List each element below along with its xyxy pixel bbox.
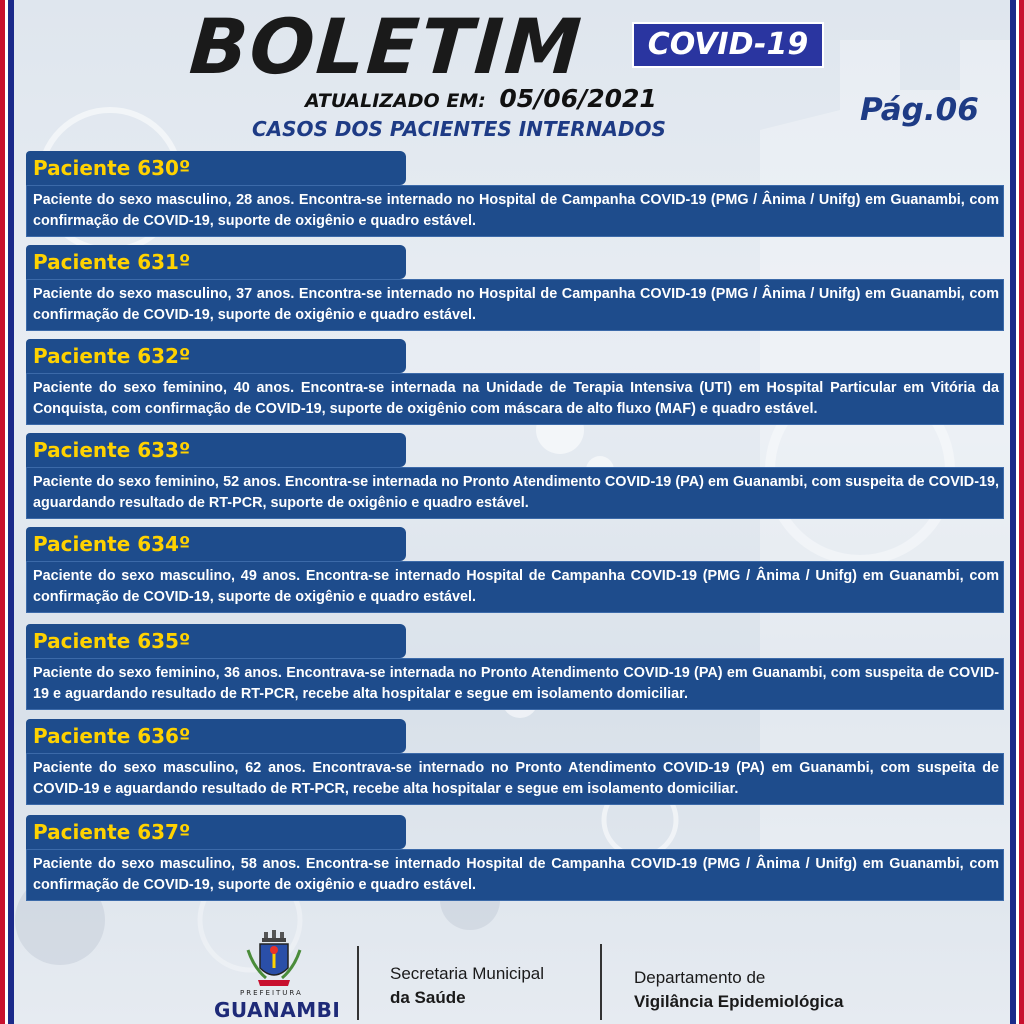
bulletin-title: BOLETIM bbox=[186, 2, 586, 91]
departamento-line2-text: Vigilância Epidemiológica bbox=[634, 992, 844, 1011]
patient-name: Paciente 632º bbox=[26, 339, 406, 373]
footer-divider bbox=[357, 946, 359, 1020]
patient-name: Paciente 635º bbox=[26, 624, 406, 658]
page-number: Pág.06 bbox=[860, 92, 979, 128]
patient-description: Paciente do sexo masculino, 28 anos. Encontra-se internado no Hospital de Campanha COVID-19 (PMG / Ânima / Unifg) em Guanambi, com confirmação de COVID-19, suporte de oxigênio e quadro estável. bbox=[26, 185, 1004, 237]
updated-line bbox=[305, 84, 657, 113]
departamento-line1: Departamento de bbox=[634, 968, 766, 987]
updated-label: ATUALIZADO EM: bbox=[305, 90, 486, 112]
patient-name: Paciente 630º bbox=[26, 151, 406, 185]
footer-divider bbox=[600, 944, 602, 1020]
departamento-line2 bbox=[634, 990, 843, 1014]
logo-prefix: PREFEITURA bbox=[240, 989, 303, 997]
secretaria-block bbox=[390, 962, 544, 1010]
departamento-block bbox=[634, 966, 843, 1014]
patient-name: Paciente 634º bbox=[26, 527, 406, 561]
patient-description: Paciente do sexo masculino, 58 anos. Encontra-se internado Hospital de Campanha COVID-19 (PMG / Ânima / Unifg) em Guanambi, com confirmação de COVID-19, suporte de oxigênio e quadro estável. bbox=[26, 849, 1004, 901]
patient-name: Paciente 633º bbox=[26, 433, 406, 467]
patient-description: Paciente do sexo masculino, 37 anos. Encontra-se internado no Hospital de Campanha COVID-19 (PMG / Ânima / Unifg) em Guanambi, com confirmação de COVID-19, suporte de oxigênio e quadro estável. bbox=[26, 279, 1004, 331]
section-title: CASOS DOS PACIENTES INTERNADOS bbox=[252, 117, 666, 141]
secretaria-line2 bbox=[390, 986, 544, 1010]
city-crest-icon bbox=[210, 928, 338, 992]
patient-name: Paciente 636º bbox=[26, 719, 406, 753]
secretaria-line2-text: da Saúde bbox=[390, 988, 466, 1007]
updated-date: 05/06/2021 bbox=[499, 84, 657, 113]
patient-description: Paciente do sexo masculino, 49 anos. Encontra-se internado Hospital de Campanha COVID-19 (PMG / Ânima / Unifg) em Guanambi, com confirmação de COVID-19, suporte de oxigênio e quadro estável. bbox=[26, 561, 1004, 613]
logo-city: GUANAMBI bbox=[214, 998, 341, 1022]
patient-description: Paciente do sexo feminino, 36 anos. Encontrava-se internada no Pronto Atendimento COVID-19 (PA) em Guanambi, com suspeita de COVID-19 e aguardando resultado de RT-PCR, recebe alta hospitalar e segue em isolamento domiciliar. bbox=[26, 658, 1004, 710]
covid-tag: COVID-19 bbox=[632, 22, 824, 68]
guanambi-logo bbox=[210, 928, 341, 1024]
secretaria-line1: Secretaria Municipal bbox=[390, 964, 545, 983]
patient-description: Paciente do sexo feminino, 52 anos. Encontra-se internada no Pronto Atendimento COVID-19 (PA) em Guanambi, com suspeita de COVID-19, aguardando resultado de RT-PCR, suporte de oxigênio e quadro estável. bbox=[26, 467, 1004, 519]
patient-name: Paciente 631º bbox=[26, 245, 406, 279]
patient-description: Paciente do sexo feminino, 40 anos. Encontra-se internada na Unidade de Terapia Intensiva (UTI) em Hospital Particular em Vitória da Conquista, com confirmação de COVID-19, suporte de oxigênio com máscara de alto fluxo (MAF) e quadro estável. bbox=[26, 373, 1004, 425]
patient-name: Paciente 637º bbox=[26, 815, 406, 849]
patient-description: Paciente do sexo masculino, 62 anos. Encontrava-se internado no Pronto Atendimento COVID-19 (PA) em Guanambi, com suspeita de COVID-19 e aguardando resultado de RT-PCR, recebe alta hospitalar e segue em isolamento domiciliar. bbox=[26, 753, 1004, 805]
